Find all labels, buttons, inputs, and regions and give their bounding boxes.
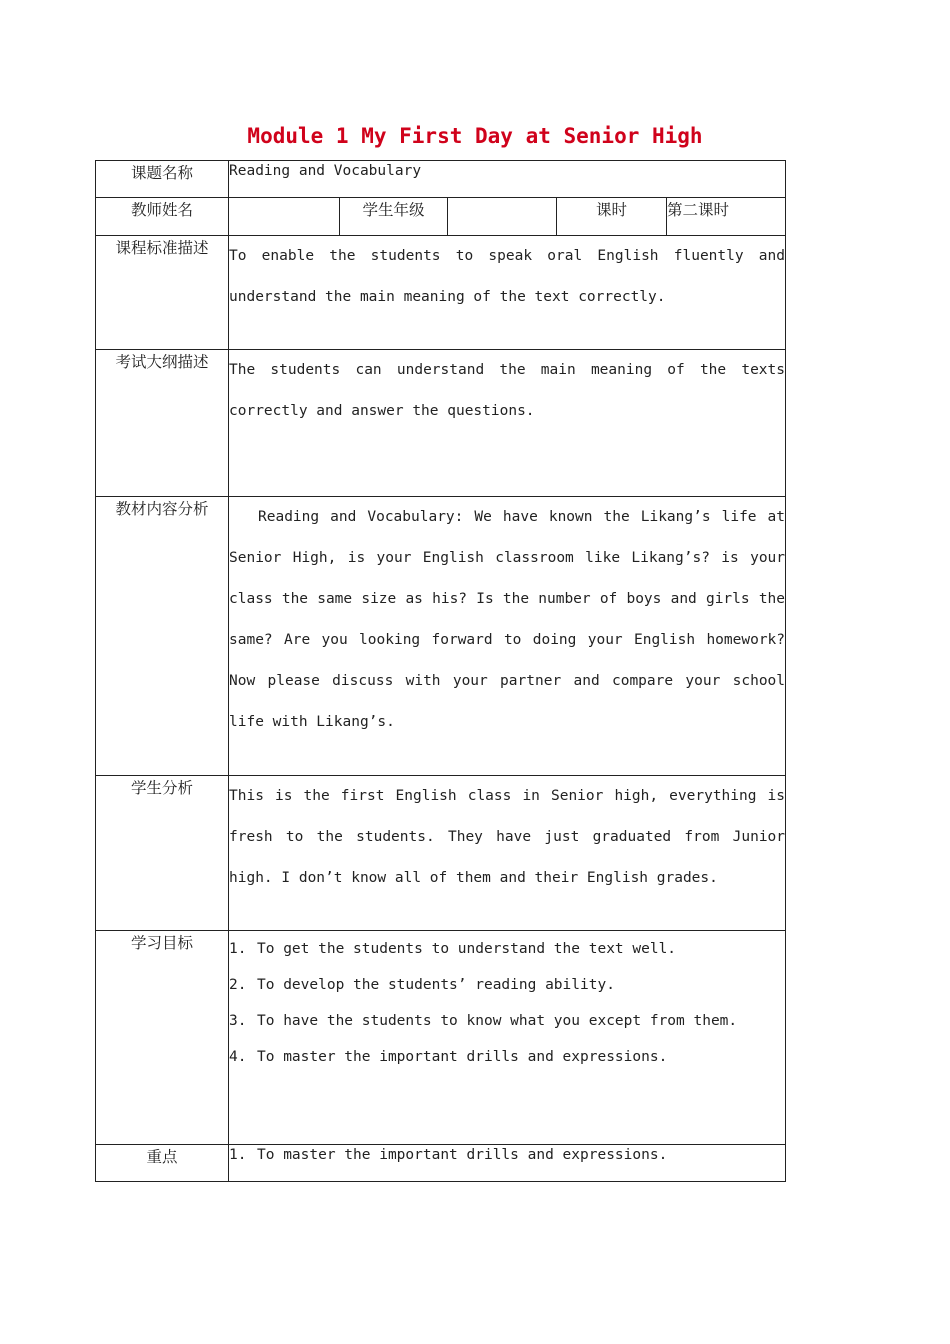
goals-row <box>96 931 786 1145</box>
period-value: 第二课时 <box>667 198 786 236</box>
goal-text: To master the important drills and expressions. <box>257 1049 668 1065</box>
topic-row <box>96 161 786 198</box>
goal-text: To get the students to understand the text well. <box>257 941 677 957</box>
goal-number: 3. <box>229 1013 247 1029</box>
material-label: 教材内容分析 <box>96 497 229 776</box>
period-label: 课时 <box>557 198 667 236</box>
students-row <box>96 776 786 931</box>
key-points-label: 重点 <box>96 1145 229 1182</box>
goal-number: 2. <box>229 977 247 993</box>
material-row <box>96 497 786 776</box>
goals-cell <box>229 931 786 1145</box>
exam-label: 考试大纲描述 <box>96 350 229 497</box>
list-item <box>229 967 785 1003</box>
goal-text: To develop the students’ reading ability. <box>257 977 615 993</box>
goal-number: 4. <box>229 1049 247 1065</box>
students-text: This is the first English class in Senior high, everything is fresh to the students. They have just graduated from Junior high. I don’t know all of them and their English grades. <box>229 776 786 931</box>
topic-label: 课题名称 <box>96 161 229 198</box>
curriculum-row <box>96 236 786 350</box>
list-item <box>229 1003 785 1039</box>
key-points-row <box>96 1145 786 1182</box>
exam-text: The students can understand the main meaning of the texts correctly and answer the questions. <box>229 350 786 497</box>
lesson-plan-table <box>95 160 786 1182</box>
grade-value <box>448 198 557 236</box>
list-item <box>229 931 785 967</box>
list-item <box>229 1039 785 1075</box>
list-item <box>229 1145 785 1165</box>
curriculum-text: To enable the students to speak oral English fluently and understand the main meaning of the text correctly. <box>229 236 786 350</box>
grade-label: 学生年级 <box>340 198 448 236</box>
key-point-text: To master the important drills and expressions. <box>257 1147 668 1163</box>
teacher-row <box>96 198 786 236</box>
goals-list <box>229 931 785 1075</box>
key-points-list <box>229 1145 785 1165</box>
goal-text: To have the students to know what you except from them. <box>257 1013 738 1029</box>
curriculum-label: 课程标准描述 <box>96 236 229 350</box>
material-text: Reading and Vocabulary: We have known the Likang’s life at Senior High, is your English classroom like Likang’s? is your class the same size as his? Is the number of boys and girls the same? Are you looking forward to doing your English homework? Now please discuss with your partner and compare your school life with Likang’s. <box>229 497 786 776</box>
goal-number: 1. <box>229 941 247 957</box>
key-points-cell <box>229 1145 786 1182</box>
goals-label: 学习目标 <box>96 931 229 1145</box>
exam-row <box>96 350 786 497</box>
teacher-label: 教师姓名 <box>96 198 229 236</box>
students-label: 学生分析 <box>96 776 229 931</box>
topic-value: Reading and Vocabulary <box>229 161 786 198</box>
key-point-number: 1. <box>229 1147 247 1163</box>
teacher-name-value <box>229 198 340 236</box>
page-title: Module 1 My First Day at Senior High <box>247 124 703 148</box>
